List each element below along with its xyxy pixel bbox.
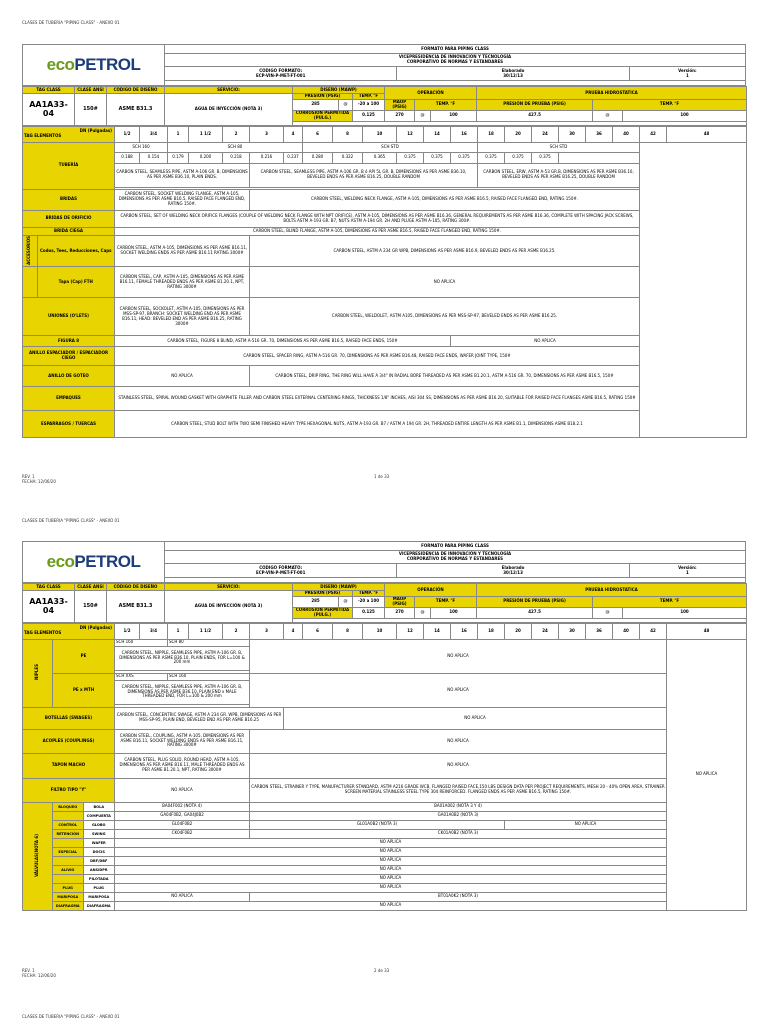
design-code-value: ASME B31.3: [107, 94, 165, 126]
col-test-pressure: PRESIÓN DE PRUEBA (PSIG): [477, 100, 593, 111]
valve-tag-large: BT01A0K2 (NOTA 3): [250, 892, 667, 901]
valve-tag-small: GA04F0B2, GA04J0B2: [115, 811, 250, 820]
size-cell: 10: [363, 126, 397, 142]
na-cell: NO APLICA: [250, 673, 667, 707]
col-corrosion: CORROSION PERMITIDA (PULG.): [293, 607, 353, 618]
test-pressure-value: 427.5: [477, 110, 593, 121]
size-cell: 40: [613, 126, 640, 142]
codos-desc-large: CARBON STEEL, ASTM A 234 GR WPB, DIMENSIONS AS PER ASME B16.9, BEVELED ENDS AS PER ASME B16.25.: [250, 235, 640, 267]
na-cell: NO APLICA: [284, 707, 667, 729]
tag-class-value: AA1A33-04: [23, 591, 75, 623]
col-tag-class: TAG CLASS: [23, 584, 75, 591]
code-cell: CODIGO FORMATO: ECP-VIN-P-MET-FT-001: [165, 564, 397, 578]
blind-flange-desc: CARBON STEEL, BLIND FLANGE, ASTM A-105, DIMENSIONS AS PER ASME B16.5, RAISED FACE FLANGED END, RATING 150#.: [115, 227, 640, 235]
service-value: AGUA DE INYECCIÓN (NOTA 3): [165, 591, 293, 623]
at-sign: @: [593, 607, 623, 618]
ansi-value: 150#: [75, 591, 107, 623]
corrosion-value: 0.125: [353, 110, 385, 121]
size-cell: 24: [532, 126, 559, 142]
col-temp-op: TEMP. °F: [415, 100, 477, 111]
doc-label: CLASES DE TUBERIA "PIPING CLASS" - ANEXO 01: [22, 1014, 120, 1019]
col-ansi: CLASE ANSI: [75, 584, 107, 591]
label-codos: Codos, Tees, Reducciones, Caps: [37, 236, 114, 267]
thickness-cell: 0.200: [189, 152, 223, 163]
items-table-2: [22, 623, 747, 911]
label-plug: TAPON MACHO: [23, 753, 115, 778]
size-cell: 1 1/2: [189, 126, 223, 142]
valve-tag-small: CK04F0B2: [115, 829, 250, 838]
drip-ring-desc: CARBON STEEL, DRIP RING, THE RING WILL HAVE A 3/4" IN RADIAL BORE THREADED AS PER ASME B1.20.1, ASTM A-516 GR. 70, DIMENSIONS AS PER ASME B16.5, 150#: [250, 366, 640, 387]
orifice-desc: CARBON STEEL, SET OF WELDING NECK ORIFICE FLANGES (COUPLE OF WELDING NECK FLANGE WITH NPT ORIFICE), ASTM A-105, DIMENSIONS AS PER ASME B16.36, GENERAL REQUIREMENTS AS PER ASME B16.36, COMPLETE WITH SPACING JACK SCREWS, BOLTS ASTM A-193 GR. B7, NUTS ASTM A-194 GR. 2H AND PLUGE ASTM A-105, RATING 300#.: [115, 210, 640, 227]
label-tuberia: TUBERÍA: [23, 142, 115, 189]
at-sign: @: [415, 607, 431, 618]
size-cell: 24: [532, 623, 559, 639]
sch-label: SCH XXS: [115, 673, 168, 680]
stud-bolts-desc: CARBON STEEL, STUD BOLT WITH TWO SEMI FINISHED HEAVY TYPE HEXAGONAL NUTS, ASTM A-193 GR. B7 / ASTM A 194 GR. 2H, THREADED ENTIRE LENGTH AS PER ASME B1.1, DIMENSIONS ASME B18.2.1: [115, 411, 640, 438]
col-maop: MAOP (PSIG): [385, 597, 415, 608]
at-sign: @: [339, 100, 353, 111]
swages-desc: CARBON STEEL, CONCENTRIC SWAGE, ASTM A 234 GR. WPB, DIMENSIONS AS PER MSS-SP-95, PLAIN END, BEVELED END AS PER ASME B16.25: [115, 707, 284, 729]
temp-op-value: 100: [431, 607, 477, 618]
col-service: SERVICIO:: [165, 584, 293, 591]
label-valves-group: VÁLVULAS(NOTA 6): [23, 802, 53, 910]
na-cell: NO APLICA: [115, 838, 667, 847]
ecopetrol-logo: eco PETROL: [23, 45, 165, 86]
col-test-pressure: PRESIÓN DE PRUEBA (PSIG): [477, 597, 593, 608]
size-cell: 36: [586, 126, 613, 142]
na-cell: NO APLICA: [250, 729, 667, 753]
form-title: FORMATO PARA PIPING CLASS: [165, 542, 746, 551]
label-gaskets: EMPAQUES: [23, 387, 115, 411]
code-cell: CODIGO FORMATO: ECP-VIN-P-MET-FT-001: [165, 67, 397, 81]
size-cell: 2: [223, 623, 250, 639]
size-cell: 20: [505, 126, 532, 142]
na-cell: NO APLICA: [115, 901, 667, 910]
size-cell: 1/2: [115, 623, 140, 639]
col-temp-op: TEMP. °F: [415, 597, 477, 608]
na-cell: NO APLICA: [115, 874, 667, 883]
tuberia-desc-large: CARBON STEEL, ERW, ASTM A-53 GR.B, DIMENSIONS AS PER ASME B36.10, BEVELED ENDS AS PER ASME B16.25, DOUBLE RANDOM: [478, 163, 640, 187]
col-design-mawp: DISEÑO (MAWP): [293, 584, 385, 591]
size-cell: 4: [284, 126, 303, 142]
test-temp-value: 100: [623, 110, 747, 121]
na-cell: NO APLICA: [115, 883, 667, 892]
temp-value: -20 a 100: [353, 100, 385, 111]
couplings-desc: CARBON STEEL, COUPLING, ASTM A-105, DIMENSIONS AS PER ASME B16.11, SOCKET WELDING ENDS AS PER ASME B16.11, RATING 3000#: [115, 729, 250, 753]
sch-label: SCH 160: [168, 673, 250, 680]
na-cell: NO APLICA: [115, 366, 250, 387]
col-corrosion: CORROSION PERMITIDA (PULG.): [293, 110, 353, 121]
elab-cell: Elaborado 30/12/13: [397, 564, 629, 578]
label-tapa: Tapa (Cap) FTH: [37, 267, 114, 297]
size-cell: 30: [559, 126, 586, 142]
size-cell: 1/2: [115, 126, 140, 142]
spec-table: [22, 86, 747, 126]
na-cell: NO APLICA: [451, 336, 640, 347]
ecopetrol-logo: eco PETROL: [23, 542, 165, 583]
col-temp: TEMP. °F: [353, 591, 385, 597]
thickness-cell: 0.280: [303, 152, 333, 163]
spacer-ring-desc: CARBON STEEL, SPACER RING, ASTM A-516 GR. 70, DIMENSIONS AS PER ASME B16.48, RAISED FACE ENDS, WAFER JOINT TYPE, 150#: [115, 347, 640, 366]
na-cell: NO APLICA: [115, 778, 250, 802]
label-figure-8: FIGURA 8: [23, 336, 115, 347]
label-spacer-ring: ANILLO ESPACIADOR / ESPACIADOR CIEGO: [23, 347, 115, 366]
sch-label: SCH 80: [168, 639, 250, 646]
maop-value: 270: [385, 110, 415, 121]
elab-cell: Elaborado 30/12/13: [397, 67, 629, 81]
version-cell: Versión: 1: [629, 67, 745, 81]
thickness-cell: 0.365: [363, 152, 397, 163]
test-pressure-value: 427.5: [477, 607, 593, 618]
valve-row-label: PLUG PLUG: [53, 883, 115, 892]
figure-8-desc: CARBON STEEL, FIGURE 8 BLIND, ASTM A-516 GR. 70, DIMENSIONS AS PER ASME B16.5, RAISED FACE ENDS, 150#: [115, 336, 451, 347]
tuberia-desc-mid: CARBON STEEL, SEAMLESS PIPE, ASTM A-106 GR. B ó API 5L GR. B, DIMENSIONS AS PER ASME B36.10, BEVELED ENDS AS PER ASME B16.25, DOUBLE RANDOM: [250, 163, 478, 187]
thickness-cell: 0.179: [168, 152, 189, 163]
size-cell: 4: [284, 623, 303, 639]
size-cell: 3/4: [140, 126, 168, 142]
size-cell: 42: [640, 126, 667, 142]
sch-label: SCH 160: [115, 142, 168, 152]
col-design-code: CÓDIGO DE DISEÑO: [107, 87, 165, 94]
sch-label: SCH STD: [478, 142, 640, 152]
at-sign: @: [339, 597, 353, 608]
footer-page: 2 de 33: [374, 968, 390, 973]
doc-label: CLASES DE TUBERIA "PIPING CLASS" - ANEXO 01: [22, 518, 120, 523]
header-table: [22, 541, 746, 583]
label-stud-bolts: ESPARRAGOS / TUERCAS: [23, 411, 115, 438]
size-cell: 10: [363, 623, 397, 639]
y-strainer-desc: CARBON STEEL, STRAINER Y TYPE, MANUFACTURER STANDARD, ASTM A216 GRADE WCB, FLANGED RAISED FACE,150 LBS DESIGN DATA PER PROJECT REQUIREMENTS, MESH 20 - 40% OPEN AREA, STRAINER SCREEN MATERIAL STAINLESS STEEL TYPE 304 REINFORCED. FLANGED ENDS AS PER ASME B16.5, RATING 150#.: [250, 778, 667, 802]
col-operation: OPERACIÓN: [385, 87, 477, 100]
valve-tag-large: BA01A002 (NOTA 3 Y 4): [250, 802, 667, 811]
design-code-value: ASME B31.3: [107, 591, 165, 623]
na-cell: NO APLICA: [250, 267, 640, 298]
label-couplings: ACOPLES (COUPLINGS): [23, 729, 115, 753]
vp-title: VICEPRESIDENCIA DE INNOVACIÓN Y TECNOLOGÍA CORPORATIVO DE NORMAS Y ESTANDARES: [165, 54, 746, 67]
pe-mth-desc: CARBON STEEL, NIPPLE, SEAMLESS PIPE, ASTM A-106 GR. B, DIMENSIONS AS PER ASME B36.10, PLAIN END x MALE THREADED END, FOR L=100 & 200 mm: [115, 680, 250, 704]
na-cell: NO APLICA: [250, 753, 667, 778]
codos-desc-small: CARBON STEEL, ASTM A-105, DIMENSIONS AS PER ASME B16.11, SOCKET WELDING ENDS AS PER ASME B16.11 RATING 3000#: [115, 235, 250, 267]
tuberia-desc-small: CARBON STEEL, SEAMLESS PIPE, ASTM A-106 GR. B, DIMENSIONS AS PER ASME B36.10, PLAIN ENDS.: [115, 163, 250, 187]
size-cell: 18: [478, 126, 505, 142]
temp-value: -20 a 100: [353, 597, 385, 608]
valve-tag-small: BA04F002 (NOTA 4): [115, 802, 250, 811]
bridas-desc-small: CARBON STEEL, SOCKET WELDING FLANGE, ASTM A-105, DIMENSIONS AS PER ASME B16.5, RAISED FACE FLANGED END, RATING 150#.: [115, 189, 250, 210]
thickness-cell: 0.375: [424, 152, 451, 163]
size-cell: 3: [250, 623, 284, 639]
label-pe: PE: [53, 639, 115, 673]
valve-row-label: PILOTADA: [53, 874, 115, 883]
size-cell: 42: [640, 623, 667, 639]
col-tag-class: TAG CLASS: [23, 87, 75, 94]
size-cell: 48: [667, 126, 747, 142]
pressure-value: 285: [293, 597, 339, 608]
thickness-cell: 0.375: [451, 152, 478, 163]
items-table-1: [22, 126, 747, 439]
dn-header: DN (Pulgadas) TAG ELEMENTOS: [23, 126, 115, 142]
doc-label: CLASES DE TUBERIA "PIPING CLASS" - ANEXO 01: [22, 20, 120, 25]
label-niples-group: NIPLES: [23, 639, 53, 707]
test-temp-value: 100: [623, 607, 747, 618]
service-value: AGUA DE INYECCIÓN (NOTA 3): [165, 94, 293, 126]
thickness-cell: 0.375: [397, 152, 424, 163]
corrosion-value: 0.125: [353, 607, 385, 618]
na-cell: NO APLICA: [250, 639, 667, 673]
size-cell: 30: [559, 623, 586, 639]
size-cell: 2: [223, 126, 250, 142]
dn-header: DN (Pulgadas) TAG ELEMENTOS: [23, 623, 115, 639]
olets-desc-large: CARBON STEEL, WELDOLET, ASTM A105, DIMENSIONS AS PER MSS-SP-97, BEVELED ENDS AS PER ASME B16.25.: [250, 298, 640, 336]
footer-rev: REV. 1 FECHA: 12/06/20: [22, 968, 56, 978]
spec-table: [22, 583, 747, 623]
label-pe-mth: PE x MTH: [53, 673, 115, 707]
size-cell: 12: [397, 126, 424, 142]
sch-label: SCH 80: [168, 142, 303, 152]
col-hydro-test: PRUEBA HIDROSTATICA: [477, 87, 747, 100]
valve-row-label: RETENCIÓN SWING: [53, 829, 115, 838]
maop-value: 270: [385, 607, 415, 618]
na-cell: NO APLICA: [115, 847, 667, 856]
col-pressure: PRESION (PSIG): [293, 94, 353, 100]
col-ansi: CLASE ANSI: [75, 87, 107, 94]
p2-side-na: NO APLICA: [667, 639, 747, 910]
footer-rev: REV. 1 FECHA: 12/06/20: [22, 474, 56, 484]
label-y-strainer: FILTRO TIPO "Y": [23, 778, 115, 802]
valve-row-label: ESPECIAL DOCIS: [53, 847, 115, 856]
plug-desc: CARBON STEEL, PLUG SOLID, ROUND HEAD, ASTM A-105, DIMENSIONS AS PER ASME B16.11, MALE THREADED ENDS AS PER ASME B1.20.1, NPT, RATING 3000#: [115, 753, 250, 778]
size-cell: 3: [250, 126, 284, 142]
bridas-desc-large: CARBON STEEL, WELDING NECK FLANGE, ASTM A-105, DIMENSIONS AS PER ASME B16.5, RAISED FACE FLANGED END, RATING 150#.: [250, 189, 640, 210]
valve-row-label: DBF/DBF: [53, 856, 115, 865]
col-service: SERVICIO:: [165, 87, 293, 94]
label-drip-ring: ANILLO DE GOTEO: [23, 366, 115, 387]
size-cell: 36: [586, 623, 613, 639]
label-orifice-flanges: BRIDAS DE ORIFICIO: [23, 210, 115, 227]
thickness-cell: 0.188: [115, 152, 140, 163]
size-cell: 6: [303, 623, 333, 639]
col-pressure: PRESION (PSIG): [293, 591, 353, 597]
tapa-row-label: [23, 267, 115, 298]
valve-row-label: WAFER: [53, 838, 115, 847]
label-accesorios: ACCESORIOS: [26, 235, 32, 265]
label-swages: BOTELLAS (SWAGES): [23, 707, 115, 729]
sch-label: SCH 160: [115, 639, 168, 646]
pe-desc: CARBON STEEL, NIPPLE, SEAMLESS PIPE, ASTM A-106 GR. B, DIMENSIONS AS PER ASME B36.10, PLAIN ENDS, FOR L=100 & 200 mm: [115, 646, 250, 670]
na-cell: NO APLICA: [115, 856, 667, 865]
thickness-cell: 0.322: [333, 152, 363, 163]
size-cell: 40: [613, 623, 640, 639]
tapa-desc: CARBON STEEL, CAP, ASTM A-105, DIMENSIONS AS PER ASME B16.11, FEMALE THREADED ENDS AS PER ASME B1.20.1, NPT, RATING 3000#: [115, 267, 250, 298]
olets-desc-small: CARBON STEEL, SOCKOLET, ASTM A-105, DIMENSIONS AS PER MSS-SP-97, BRANCH: SOCKET WELDING END AS PER ASME B16.11, HEAD: BEVELED END AS PER ASME B16.25, RATING 3000#: [115, 298, 250, 336]
size-cell: 1 1/2: [189, 623, 223, 639]
valve-row-label: MARIPOSA MARIPOSA: [53, 892, 115, 901]
valve-row-label: CONTROL GLOBO: [53, 820, 115, 829]
valve-row-label: BLOQUEO BOLA: [53, 802, 115, 811]
page-2-sheet: [22, 541, 746, 911]
size-cell: 1: [168, 623, 189, 639]
thickness-cell: 0.375: [478, 152, 505, 163]
pressure-value: 285: [293, 100, 339, 111]
size-cell: 20: [505, 623, 532, 639]
valve-row-label: DIAFRAGMA DIAFRAGMA: [53, 901, 115, 910]
na-cell: NO APLICA: [115, 865, 667, 874]
label-blind-flange: BRIDA CIEGA: [23, 227, 115, 235]
vp-title: VICEPRESIDENCIA DE INNOVACIÓN Y TECNOLOGÍA CORPORATIVO DE NORMAS Y ESTANDARES: [165, 551, 746, 564]
at-sign: @: [415, 110, 431, 121]
label-olets: UNIONES (O'LETS): [23, 298, 115, 336]
size-cell: 16: [451, 623, 478, 639]
na-cell: NO APLICA: [115, 892, 250, 901]
header-table: [22, 44, 746, 86]
form-title: FORMATO PARA PIPING CLASS: [165, 45, 746, 54]
valve-tag-large: GA01A0B2 (NOTA 3): [250, 811, 667, 820]
size-cell: 6: [303, 126, 333, 142]
version-cell: Versión: 1: [629, 564, 745, 578]
valve-tag-large: CK01A0B2 (NOTA 3): [250, 829, 667, 838]
size-cell: 3/4: [140, 623, 168, 639]
col-hydro-test: PRUEBA HIDROSTATICA: [477, 584, 747, 597]
sch-label: SCH STD: [303, 142, 478, 152]
col-temp: TEMP. °F: [353, 94, 385, 100]
temp-op-value: 100: [431, 110, 477, 121]
ansi-value: 150#: [75, 94, 107, 126]
col-design-code: CÓDIGO DE DISEÑO: [107, 584, 165, 591]
size-cell: 16: [451, 126, 478, 142]
col-design-mawp: DISEÑO (MAWP): [293, 87, 385, 94]
valve-tag-mid: GL01A0B2 (NOTA 3): [250, 820, 505, 829]
col-operation: OPERACIÓN: [385, 584, 477, 597]
thickness-cell: 0.375: [532, 152, 559, 163]
size-cell: 12: [397, 623, 424, 639]
size-cell: 18: [478, 623, 505, 639]
size-cell: 1: [168, 126, 189, 142]
p1-side-blank: [640, 142, 747, 438]
col-test-temp: TEMP. °F: [593, 597, 747, 608]
size-cell: 48: [667, 623, 747, 639]
valve-tag-small: GL04F0B2: [115, 820, 250, 829]
footer-page: 1 de 33: [374, 474, 390, 479]
thickness-cell: 0.216: [250, 152, 284, 163]
valve-row-label: COMPUERTA: [53, 811, 115, 820]
at-sign: @: [593, 110, 623, 121]
thickness-cell: 0.375: [505, 152, 532, 163]
page-1-sheet: [22, 44, 746, 438]
valve-row-label: ALIVIO ANSIDPR: [53, 865, 115, 874]
size-cell: 14: [424, 623, 451, 639]
size-cell: 8: [333, 623, 363, 639]
col-maop: MAOP (PSIG): [385, 100, 415, 111]
size-cell: 14: [424, 126, 451, 142]
tag-class-value: AA1A33-04: [23, 94, 75, 126]
thickness-cell: 0.237: [284, 152, 303, 163]
gaskets-desc: STAINLESS STEEL, SPIRAL WOUND GASKET WITH GRAPHITE FILLER AND CARBON STEEL EXTERNAL CENTERING RINGS, THICKNESS 1/8" INCHES, AISI 304 SS, DIMENSIONS AS PER ASME B16.20, SUITABLE FOR RAISED FACE FLANGES ASME B16.5, RATING 150#: [115, 387, 640, 411]
na-cell: NO APLICA: [505, 820, 667, 829]
label-bridas: BRIDAS: [23, 189, 115, 210]
col-test-temp: TEMP. °F: [593, 100, 747, 111]
thickness-cell: 0.154: [140, 152, 168, 163]
codos-row-label: [23, 235, 115, 267]
thickness-cell: 0.218: [223, 152, 250, 163]
size-cell: 8: [333, 126, 363, 142]
